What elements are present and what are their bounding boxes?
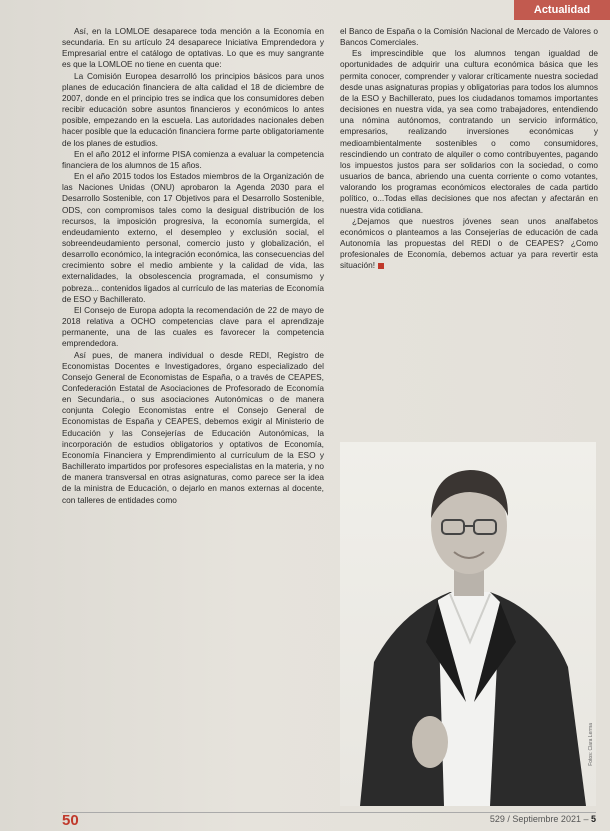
article-right-column <box>340 26 598 271</box>
logo-number: 50 <box>62 812 79 829</box>
man-portrait-illustration <box>340 442 596 806</box>
article-left-column <box>62 26 324 506</box>
paragraph: el Banco de España o la Comisión Nacional de Mercado de Valores o Bancos Comerciales. <box>340 26 598 48</box>
portrait-photo <box>340 442 596 806</box>
photo-credit: Fotos: Clara Lerma <box>588 723 594 766</box>
issue-date: 529 / Septiembre 2021 <box>489 814 581 824</box>
paragraph-text: ¿Dejamos que nuestros jóvenes sean unos analfabetos económicos o planteamos a las Consejerías de educación de cada Autonomía las propuestas del REDI o de CEAPES? ¿Como profesionales de Economía, debemos actuar ya para revertir esta situación! <box>340 215 598 271</box>
footer-rule <box>62 812 596 813</box>
paragraph: El Consejo de Europa adopta la recomendación de 22 de mayo de 2018 relativa a OCHO competencias clave para el aprendizaje permanente, una de las cuales es favorecer la competencia emprendedora. <box>62 304 324 349</box>
paragraph: La Comisión Europea desarrolló los principios básicos para unos planes de educación financiera de alta calidad el 18 de diciembre de 2007, donde en el principio tres se indica que los consumidores deben recibir educación sobre asuntos financieros y económicos lo antes posible, empezando en la escuela. Las autoridades nacionales deben hacer posible que la educación financiera forme parte obligatoriamente de los planes de estudios. <box>62 70 324 148</box>
end-of-article-mark <box>378 263 384 269</box>
page-number: 5 <box>590 814 596 824</box>
paragraph: En el año 2012 el informe PISA comienza a evaluar la competencia financiera de los alumnos de 15 años. <box>62 148 324 170</box>
section-tab: Actualidad <box>514 0 610 20</box>
paragraph-final <box>340 216 598 272</box>
paragraph: En el año 2015 todos los Estados miembros de la Organización de las Naciones Unidas (ONU) aprobaron la Agenda 2030 para el Desarrollo Sostenible, con 17 Objetivos para el Desarrollo Sostenible, ODS, con compromisos tales como la desigual distribución de los recursos, la imposición progresiva, la economía sumergida, el endeudamiento externo, el desempleo y exclusión social, el sobreendeudamiento personal, comercio justo y globalización, el desarrollo económico, la integración económica, las consecuencias del crecimiento sobre el medio ambiente y la calidad de vida, las externalidades, la obsolescencia programada, el consumismo y pobreza... contenidos ligados al currículo de las materias de Economía de ESO y Bachillerato. <box>62 171 324 304</box>
paragraph: Así, en la LOMLOE desaparece toda mención a la Economía en secundaria. En su artículo 24 desaparece Iniciativa Emprendedora y Empresarial entre el catálogo de optativas. Lo que es muy sangrante es que la LOMLOE no tiene en cuenta que: <box>62 26 324 70</box>
anniversary-logo <box>62 812 79 829</box>
paragraph: Así pues, de manera individual o desde REDI, Registro de Economistas Docentes e Investigadores, órgano especializado del Consejo General de Economistas de España, o a través de CEAPES, Confederación Estatal de Asociaciones de Profesorado de Economía en Secundaria., o sus asociaciones Autonómicas o de manera conjunta Colegio Economistas entre el Consejo General de Economistas de España y CEAPES, debemos exigir al Ministerio de Educación y las Consejerías de Educación Autonómicas, la incorporación de estudios obligatorios y optativos de Economía, Economía Financiera y Emprendimiento al currículum de la ESO y Bachillerato impartidos por profesores especialistas en la materia, y no de manera transversal en otras asignaturas, como parece ser la idea de la ministra de Educación, o dejarlo en manos externas al docente, con talleres de entidades como <box>62 349 324 505</box>
folio: 529 / Septiembre 2021 – 5 <box>489 814 596 824</box>
paragraph: Es imprescindible que los alumnos tengan igualdad de oportunidades de adquirir una cultura económica básica que les permita conocer, comprender y valorar críticamente nuestra sociedad desde unas asignaturas propias y obligatorias para todos los alumnos de la ESO y Bachillerato, pues los ciudadanos tomamos importantes decisiones en nuestra vida, ya sea como trabajadores, entendiendo una nómina autónomos, contratando un servicio informático, empresarios, realizando inversiones económicas y medioambientalmente sostenibles o como consumidores, rescindiendo un contrato de alquiler o como contribuyentes, pagando los impuestos justos para ser solidarios con la sociedad, o como usuarios de banca, abriendo una cuenta corriente o como votantes, valorando los programas económicos electorales de cada partido político, o...Todas ellas decisiones que nos afectan y afectarán en nuestra vida cotidiana. <box>340 48 598 215</box>
